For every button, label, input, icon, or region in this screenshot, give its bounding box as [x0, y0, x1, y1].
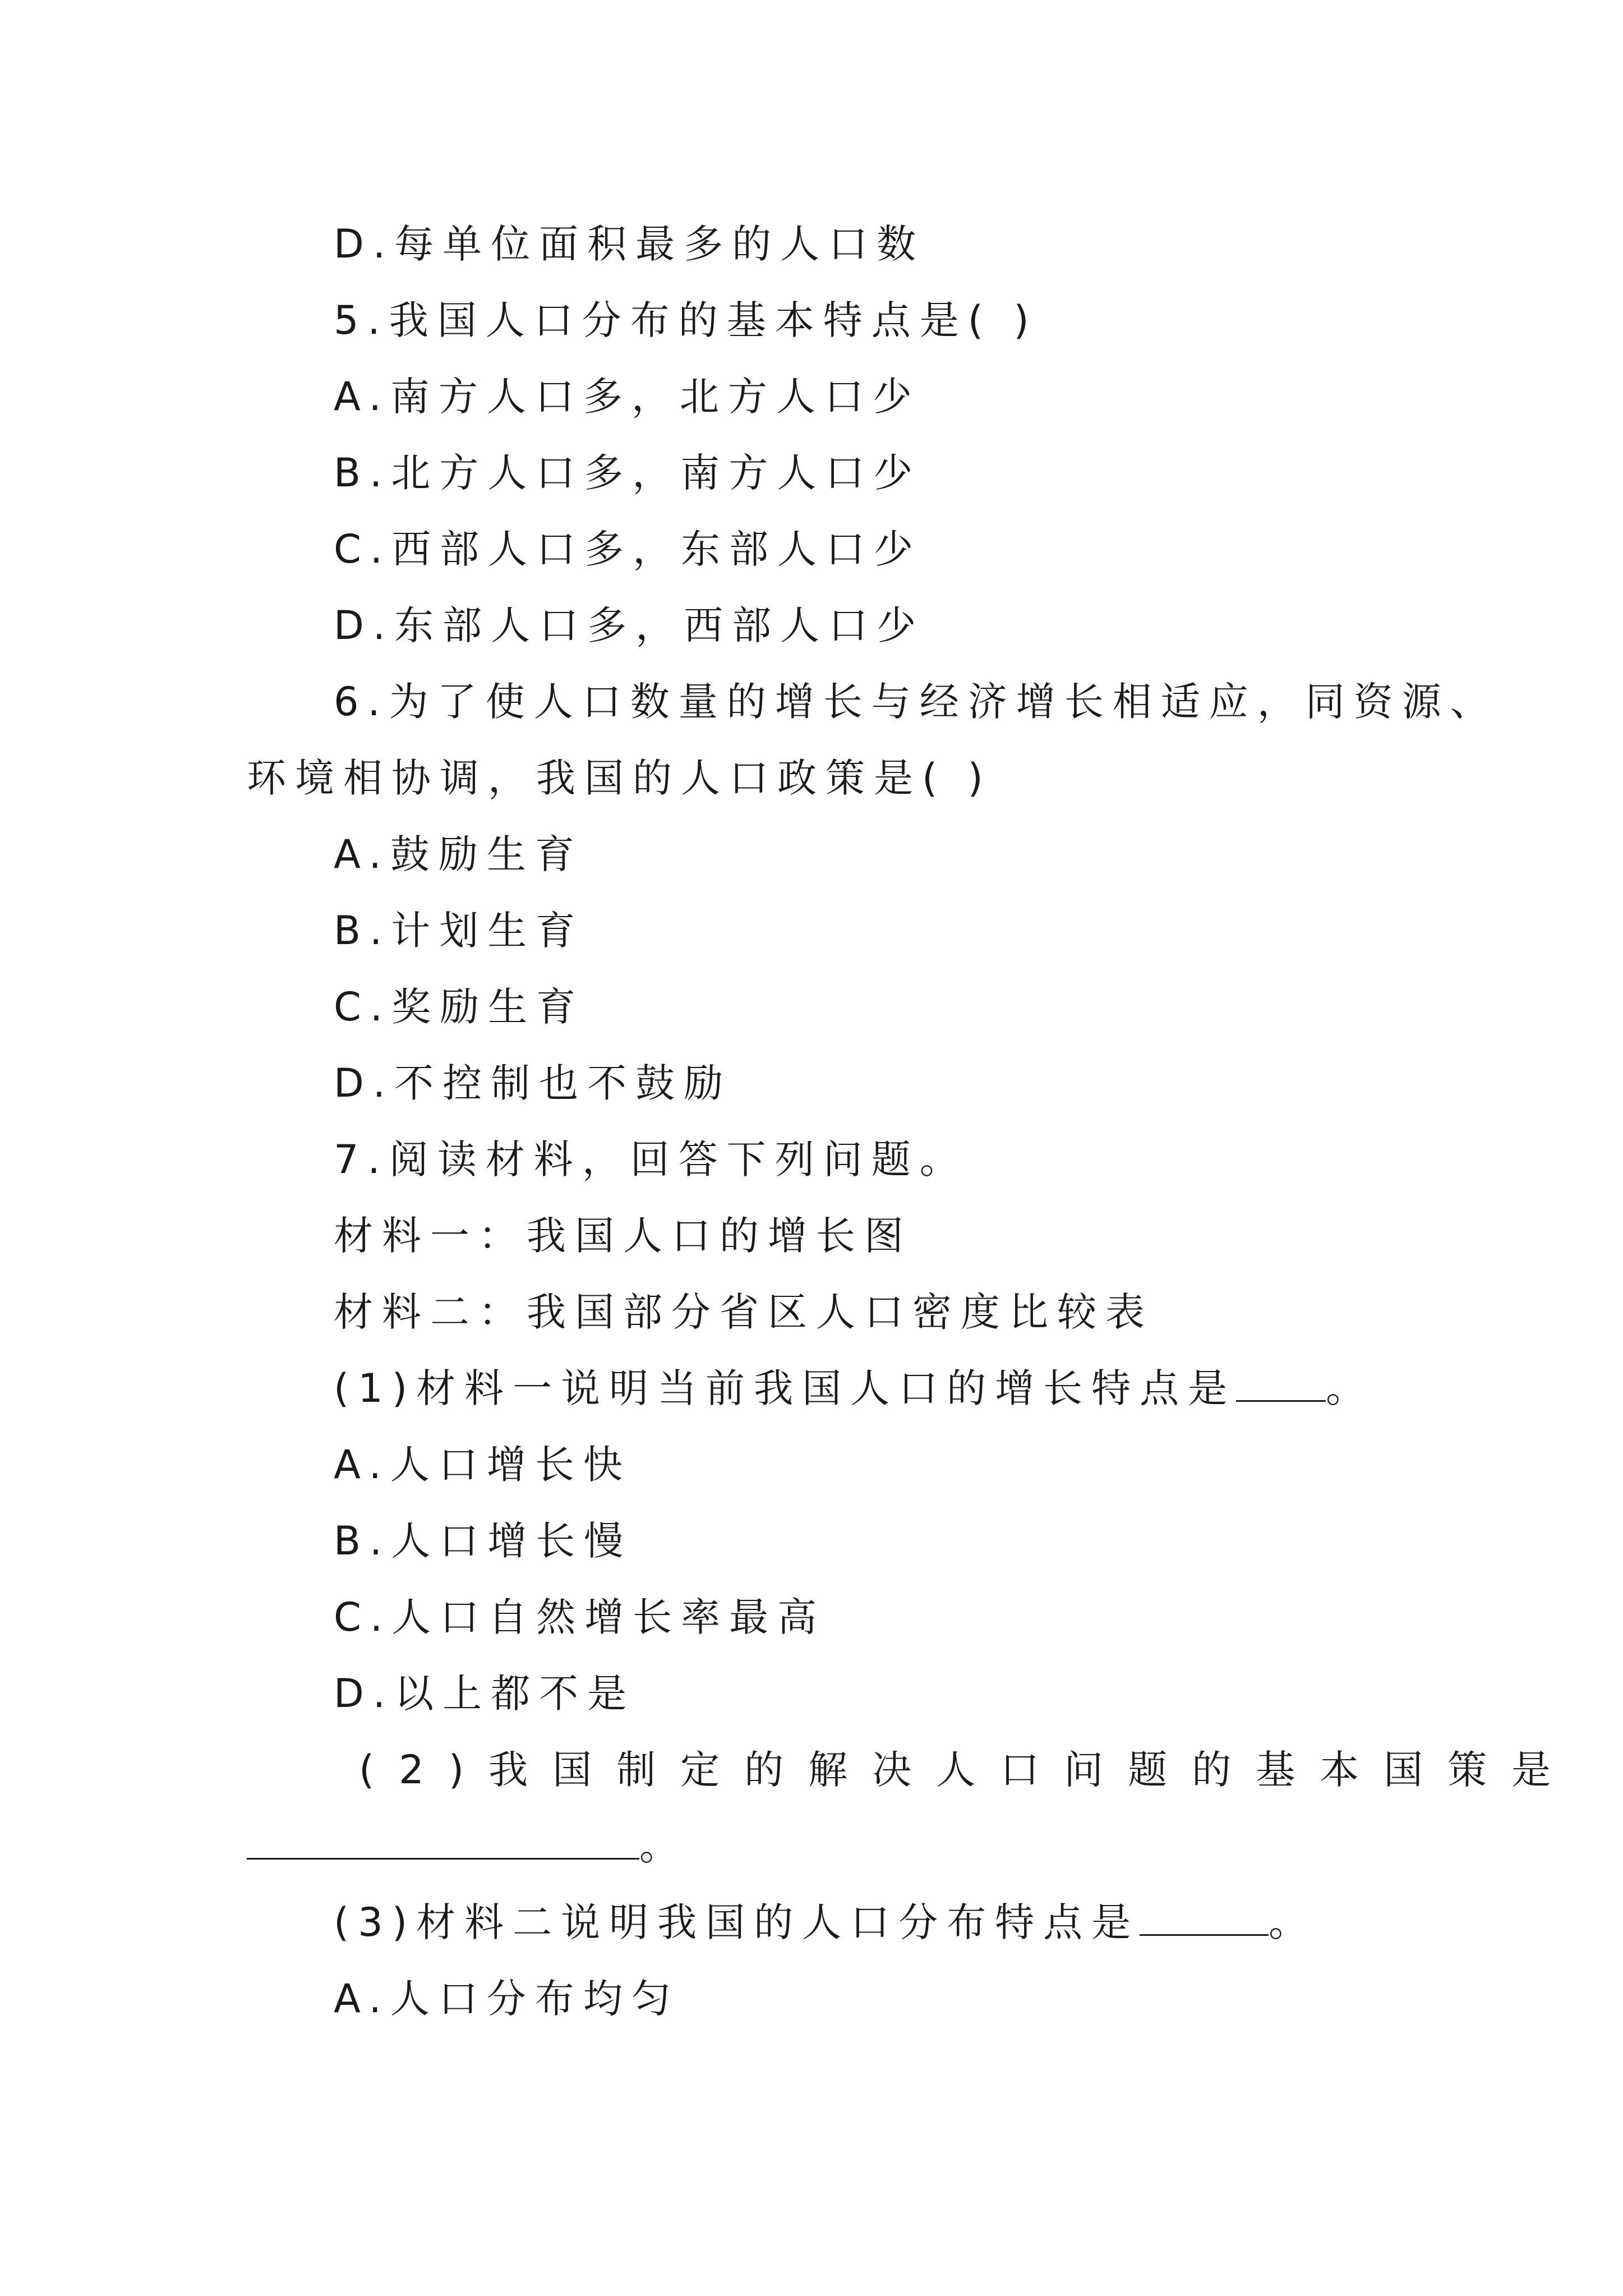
q4-option-d: D.每单位面积最多的人口数 — [334, 221, 925, 267]
q5-option-d: D.东部人口多，西部人口少 — [334, 602, 925, 648]
q5-option-b: B.北方人口多，南方人口少 — [334, 450, 922, 496]
q7-sub3-option-a: A.人口分布均匀 — [334, 1976, 680, 2022]
q6-option-d: D.不控制也不鼓励 — [334, 1060, 732, 1106]
q7-sub3-period: 。 — [1269, 1899, 1317, 1945]
q7-sub1-period: 。 — [1326, 1365, 1375, 1411]
answer-blank-1[interactable] — [1236, 1365, 1326, 1402]
q7-sub1-stem — [334, 1360, 1374, 1416]
answer-blank-3[interactable] — [1140, 1899, 1269, 1936]
q7-sub1-option-c: C.人口自然增长率最高 — [334, 1594, 826, 1640]
q6-option-a: A.鼓励生育 — [334, 831, 583, 877]
q6-stem-line2: 环境相协调，我国的人口政策是( ) — [247, 755, 992, 801]
q7-sub1-text: (1)材料一说明当前我国人口的增长特点是 — [334, 1365, 1237, 1411]
q7-sub2-blank-line — [247, 1818, 688, 1874]
q7-sub2-stem: (2)我国制定的解决人口问题的基本国策是 — [359, 1747, 1576, 1793]
q7-sub1-option-b: B.人口增长慢 — [334, 1518, 633, 1564]
q5-stem: 5.我国人口分布的基本特点是( ) — [334, 297, 1038, 343]
q7-sub2-period: 。 — [639, 1823, 688, 1869]
q6-option-c: C.奖励生育 — [334, 984, 585, 1030]
q7-sub3-stem — [334, 1894, 1317, 1950]
answer-blank-2[interactable] — [247, 1823, 639, 1860]
q7-sub1-option-d: D.以上都不是 — [334, 1671, 636, 1717]
q7-sub1-option-a: A.人口增长快 — [334, 1442, 631, 1488]
q7-material-1: 材料一：我国人口的增长图 — [334, 1213, 912, 1259]
q6-stem-line1: 6.为了使人口数量的增长与经济增长相适应，同资源、 — [334, 679, 1498, 725]
q7-sub3-text: (3)材料二说明我国的人口分布特点是 — [334, 1899, 1140, 1945]
q5-option-c: C.西部人口多，东部人口少 — [334, 526, 923, 572]
q6-option-b: B.计划生育 — [334, 908, 584, 954]
q5-option-a: A.南方人口多，北方人口少 — [334, 374, 921, 420]
q7-material-2: 材料二：我国部分省区人口密度比较表 — [334, 1289, 1154, 1335]
q7-stem: 7.阅读材料，回答下列问题。 — [334, 1137, 968, 1182]
